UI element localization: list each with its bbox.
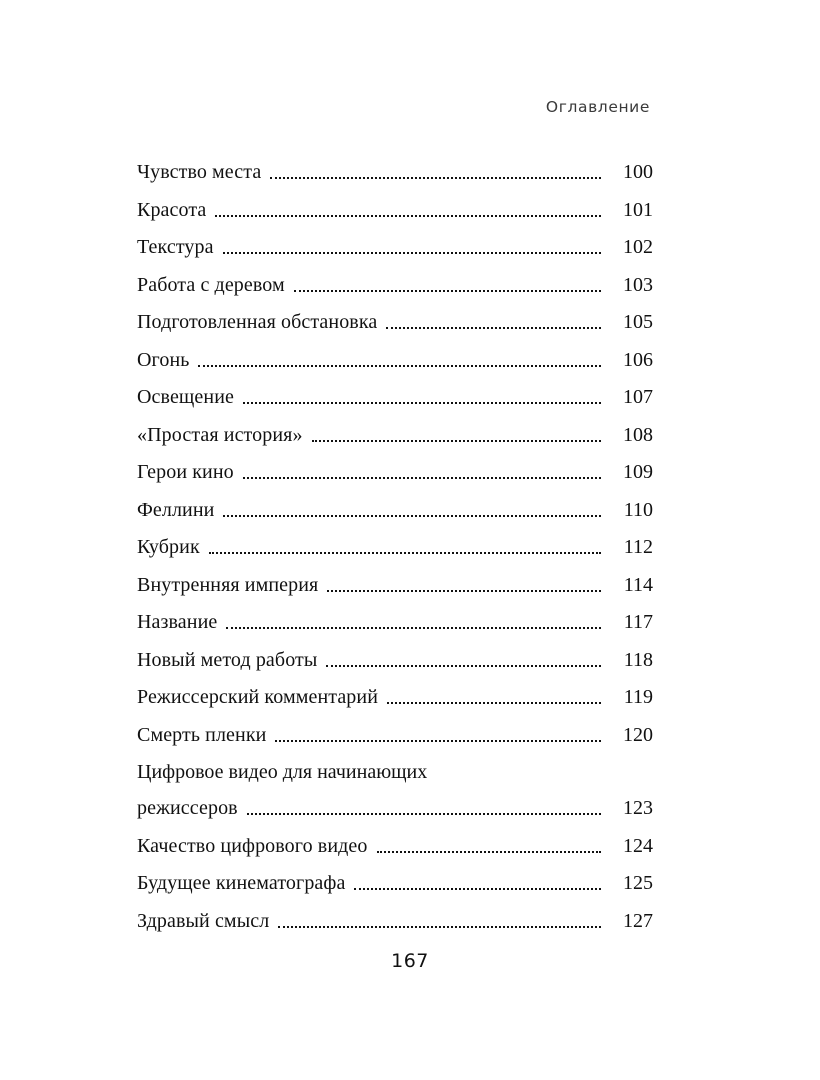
toc-entry[interactable] bbox=[137, 235, 653, 260]
toc-entry-title: Цифровое видео для начинающих bbox=[137, 761, 428, 783]
toc-entry[interactable] bbox=[137, 310, 653, 335]
toc-entry[interactable] bbox=[137, 648, 653, 673]
toc-leader-dots bbox=[386, 317, 601, 334]
toc-entry-title: Новый метод работы bbox=[137, 648, 318, 671]
toc-entry-page: 102 bbox=[623, 236, 653, 258]
toc-entry-title: Подготовленная обстановка bbox=[137, 311, 378, 333]
toc-entry-title: Работа с деревом bbox=[137, 273, 285, 296]
toc-entry-title-continued: режиссеров bbox=[137, 797, 238, 819]
toc-entry[interactable] bbox=[137, 871, 653, 896]
toc-leader-dots bbox=[223, 505, 601, 522]
toc-entry[interactable] bbox=[137, 723, 653, 748]
toc-entry[interactable] bbox=[137, 198, 653, 223]
toc-entry-page: 114 bbox=[623, 573, 653, 596]
toc-entry-page: 103 bbox=[623, 273, 653, 296]
toc-entry-title: Огонь bbox=[137, 348, 190, 371]
toc-entry-title: Красота bbox=[137, 198, 207, 221]
toc-leader-dots bbox=[354, 878, 601, 895]
toc-entry-title: Смерть пленки bbox=[137, 723, 267, 746]
toc-entry-title: Феллини bbox=[137, 498, 215, 521]
toc-entry-page: 118 bbox=[623, 648, 653, 671]
toc-leader-dots bbox=[327, 580, 601, 597]
toc-entry[interactable] bbox=[137, 498, 653, 523]
toc-entry-title: Качество цифрового видео bbox=[137, 834, 368, 857]
toc-entry-page: 108 bbox=[623, 423, 653, 446]
toc-entry[interactable] bbox=[137, 685, 653, 710]
running-head: Оглавление bbox=[545, 98, 650, 116]
toc-leader-dots bbox=[326, 655, 601, 672]
toc-leader-dots bbox=[243, 467, 601, 484]
toc-entry-page: 101 bbox=[623, 198, 653, 221]
toc-entry-title: Режиссерский комментарий bbox=[137, 686, 379, 708]
toc-entry-title: Внутренняя империя bbox=[137, 573, 319, 596]
toc-entry-page: 110 bbox=[623, 498, 653, 521]
toc-leader-dots bbox=[226, 617, 601, 634]
toc-entry-page: 120 bbox=[623, 723, 653, 746]
toc-entry[interactable] bbox=[137, 834, 653, 859]
toc-leader-dots bbox=[312, 430, 601, 447]
toc-entry-title: Здравый смысл bbox=[137, 909, 270, 932]
toc-leader-dots bbox=[223, 242, 601, 259]
toc-entry[interactable] bbox=[137, 160, 653, 185]
toc-entry-page: 117 bbox=[623, 611, 653, 633]
toc-leader-dots bbox=[270, 167, 601, 184]
toc-entry-page: 125 bbox=[623, 872, 653, 894]
toc-entry-page: 105 bbox=[623, 311, 653, 333]
toc-leader-dots bbox=[209, 542, 601, 559]
toc-entry-title: Будущее кинематографа bbox=[137, 872, 346, 894]
toc-entry[interactable] bbox=[137, 348, 653, 373]
toc-entry-page: 106 bbox=[623, 348, 653, 371]
toc-entry-page: 124 bbox=[623, 834, 653, 857]
toc-leader-dots bbox=[377, 841, 602, 858]
toc-entry-line bbox=[137, 796, 653, 821]
toc-entry[interactable] bbox=[137, 460, 653, 485]
toc-entry[interactable] bbox=[137, 423, 653, 448]
toc-entry-title: Название bbox=[137, 611, 218, 633]
toc-entry-title: Освещение bbox=[137, 386, 234, 408]
toc-entry-page: 107 bbox=[623, 386, 653, 408]
toc-entry[interactable] bbox=[137, 760, 653, 821]
toc-entry-title: Кубрик bbox=[137, 536, 200, 558]
toc-entry-page: 109 bbox=[623, 461, 653, 483]
toc-entry-page: 127 bbox=[623, 909, 653, 932]
toc-leader-dots bbox=[247, 803, 601, 820]
toc-leader-dots bbox=[215, 205, 601, 222]
toc-entry[interactable] bbox=[137, 909, 653, 934]
toc-leader-dots bbox=[294, 280, 601, 297]
toc-entry-title: Герои кино bbox=[137, 461, 234, 483]
toc-entry[interactable] bbox=[137, 385, 653, 410]
toc-entry-page: 100 bbox=[623, 161, 653, 183]
toc-leader-dots bbox=[198, 355, 601, 372]
toc-entry-page: 112 bbox=[623, 536, 653, 558]
page-number: 167 bbox=[391, 950, 429, 972]
toc-entry[interactable] bbox=[137, 273, 653, 298]
toc-entry-page: 123 bbox=[623, 797, 653, 819]
toc-leader-dots bbox=[275, 730, 601, 747]
toc-entry[interactable] bbox=[137, 535, 653, 560]
toc-entry-title: «Простая история» bbox=[137, 423, 303, 446]
toc-entry[interactable] bbox=[137, 610, 653, 635]
toc-entry-page: 119 bbox=[623, 686, 653, 708]
toc-entry[interactable] bbox=[137, 573, 653, 598]
table-of-contents bbox=[137, 160, 653, 946]
toc-leader-dots bbox=[278, 916, 601, 933]
toc-leader-dots bbox=[387, 692, 601, 709]
toc-entry-title: Текстура bbox=[137, 236, 214, 258]
toc-leader-dots bbox=[243, 392, 601, 409]
toc-entry-title: Чувство места bbox=[137, 161, 262, 183]
